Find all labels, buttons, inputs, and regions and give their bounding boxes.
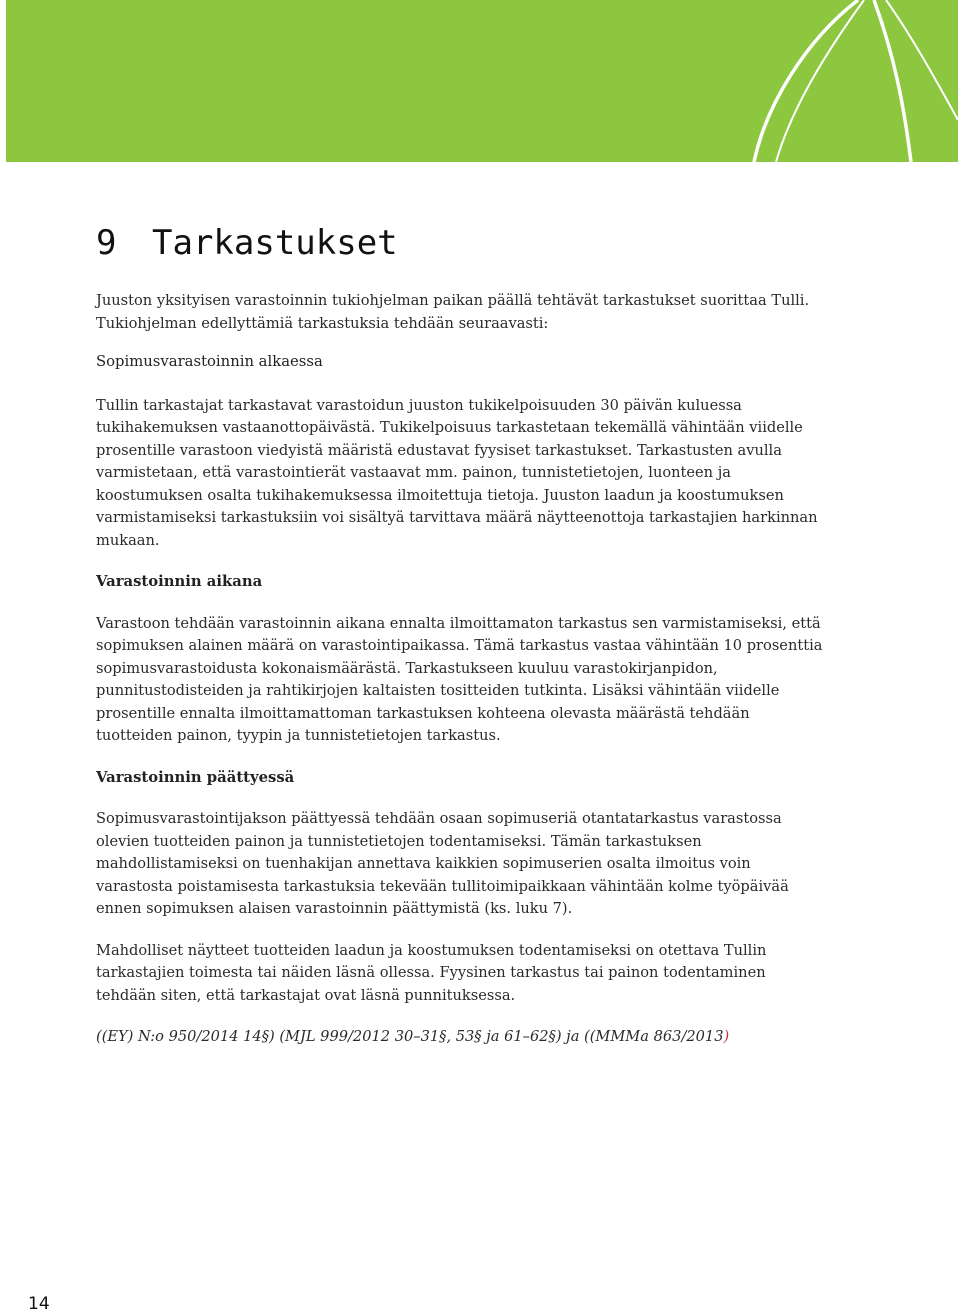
legal-reference <box>96 1026 826 1049</box>
chapter-heading <box>96 221 398 265</box>
intro-paragraph: Juuston yksityisen varastoinnin tukiohjelman paikan päällä tehtävät tarkastukset suorittaa Tulli. Tukiohjelman edellyttämiä tarkastuksia tehdään seuraavasti: <box>96 292 810 332</box>
section-heading-end: Varastoinnin päättyessä <box>96 768 295 786</box>
leaf-shape-graphic <box>6 0 958 162</box>
section-start-paragraph: Tullin tarkastajat tarkastavat varastoidun juuston tukikelpoisuuden 30 päivän kuluessa tukihakemuksen vastaanottopäivästä. Tukikelpoisuus tarkastetaan tekemällä vähintään viidelle prosentille varastoon viedyistä määristä edustavat fyysiset tarkastukset. Tarkastusten avulla varmistetaan, että varastointierät vastaavat mm. painon, tunnistetietojen, luonteen ja koostumuksen osalta tukihakemuksessa ilmoitettuja tietoja. Juuston laadun ja koostumuksen varmistamiseksi tarkastuksiin voi sisältyä tarvittava määrä näytteenottoja tarkastajien harkinnan mukaan. <box>96 396 818 549</box>
chapter-number: 9 <box>96 223 117 263</box>
legal-reference-text: ((EY) N:o 950/2014 14§) (MJL 999/2012 30–31§, 53§ ja 61–62§) ja ((MMMa 863/2013 <box>96 1028 724 1045</box>
section-heading-during: Varastoinnin aikana <box>96 573 263 590</box>
section-end-paragraph-2: Mahdolliset näytteet tuotteiden laadun ja koostumuksen todentamiseksi on otettava Tullin tarkastajien toimesta tai näiden läsnä ollessa. Fyysinen tarkastus tai painon todentaminen tehdään siten, että tarkastajat ovat läsnä punnituksessa. <box>96 941 767 1004</box>
section-end-paragraph-1: Sopimusvarastointijakson päättyessä tehdään osaan sopimuseriä otantatarkastus varastossa olevien tuotteiden painon ja tunnistetietojen todentamiseksi. Tämän tarkastuksen mahdollistamiseksi on tuenhakijan annettava kaikkien sopimuserien osalta ilmoitus voin varastosta poistamisesta tarkastuksia tekevään tullitoimipaikkaan vähintään kolme työpäivää ennen sopimuksen alaisen varastoinnin päättymistä (ks. luku 7). <box>96 810 789 917</box>
chapter-title: Tarkastukset <box>152 223 398 263</box>
section-during-paragraph: Varastoon tehdään varastoinnin aikana ennalta ilmoittamaton tarkastus sen varmistamiseksi, että sopimuksen alainen määrä on varastointipaikassa. Tämä tarkastus vastaa vähintään 10 prosenttia sopimusvarastoidusta kokonaismäärästä. Tarkastukseen kuuluu varastokirjanpidon, punnitustodisteiden ja rahtikirjojen kaltaisten tositteiden tutkinta. Lisäksi vähintään viidelle prosentille ennalta ilmoittamattoman tarkastuksen kohteena olevasta määrästä tehdään tuotteiden painon, tyypin ja tunnistetietojen tarkastus. <box>96 614 823 744</box>
header-banner <box>6 0 958 162</box>
document-body <box>96 290 826 1049</box>
legal-reference-closing: ) <box>723 1028 730 1045</box>
section-heading-start: Sopimusvarastoinnin alkaessa <box>96 353 323 370</box>
page-number: 14 <box>28 1294 50 1314</box>
